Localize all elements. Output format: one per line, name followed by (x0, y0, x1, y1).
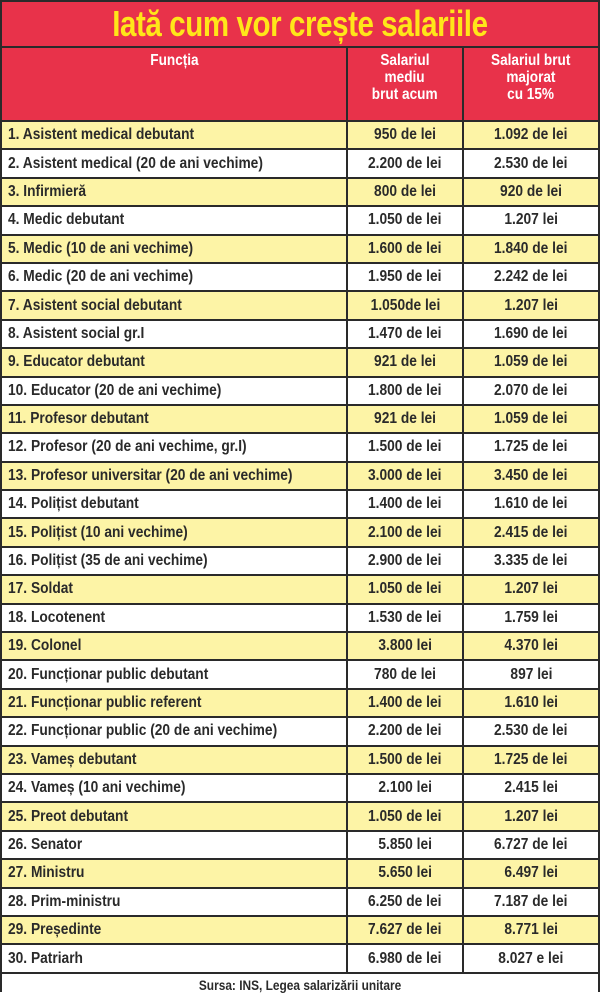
table-row (2, 377, 598, 405)
table-row (2, 916, 598, 944)
function-cell: 4. Medic debutant (2, 206, 347, 234)
function-cell: 18. Locotenent (2, 604, 347, 632)
function-cell: 24. Vameș (10 ani vechime) (2, 774, 347, 802)
current-salary-cell: 3.800 lei (347, 632, 463, 660)
current-salary-cell: 1.400 de lei (347, 490, 463, 518)
current-salary-cell: 5.650 lei (347, 859, 463, 887)
raised-salary-cell: 1.207 lei (463, 291, 598, 319)
function-cell: 1. Asistent medical debutant (2, 121, 347, 149)
function-cell: 29. Președinte (2, 916, 347, 944)
table-row (2, 944, 598, 972)
function-cell: 26. Senator (2, 831, 347, 859)
header-raised-salary: Salariul brut majorat cu 15% (463, 48, 598, 121)
table-row (2, 433, 598, 461)
table-row (2, 235, 598, 263)
table-row (2, 490, 598, 518)
function-cell: 2. Asistent medical (20 de ani vechime) (2, 149, 347, 177)
current-salary-cell: 2.200 de lei (347, 717, 463, 745)
table-row (2, 888, 598, 916)
current-salary-cell: 2.900 de lei (347, 547, 463, 575)
function-cell: 22. Funcționar public (20 de ani vechime) (2, 717, 347, 745)
raised-salary-cell: 1.207 lei (463, 575, 598, 603)
table-row (2, 518, 598, 546)
table-body (2, 121, 598, 973)
current-salary-cell: 1.050 de lei (347, 802, 463, 830)
current-salary-cell: 5.850 lei (347, 831, 463, 859)
raised-salary-cell: 1.725 de lei (463, 746, 598, 774)
current-salary-cell: 1.400 de lei (347, 689, 463, 717)
raised-salary-cell: 8.027 e lei (463, 944, 598, 972)
raised-salary-cell: 920 de lei (463, 178, 598, 206)
raised-salary-cell: 1.759 lei (463, 604, 598, 632)
function-cell: 10. Educator (20 de ani vechime) (2, 377, 347, 405)
raised-salary-cell: 7.187 de lei (463, 888, 598, 916)
table-row (2, 348, 598, 376)
page-title-text: Iată cum vor crește salariile (112, 3, 488, 44)
function-cell: 28. Prim-ministru (2, 888, 347, 916)
function-cell: 21. Funcționar public referent (2, 689, 347, 717)
current-salary-cell: 6.980 de lei (347, 944, 463, 972)
raised-salary-cell: 2.415 de lei (463, 518, 598, 546)
raised-salary-cell: 1.690 de lei (463, 320, 598, 348)
current-salary-cell: 1.050 de lei (347, 206, 463, 234)
table-row (2, 802, 598, 830)
current-salary-cell: 2.100 lei (347, 774, 463, 802)
current-salary-cell: 950 de lei (347, 121, 463, 149)
current-salary-cell: 800 de lei (347, 178, 463, 206)
table-row (2, 660, 598, 688)
raised-salary-cell: 2.070 de lei (463, 377, 598, 405)
function-cell: 25. Preot debutant (2, 802, 347, 830)
raised-salary-cell: 897 lei (463, 660, 598, 688)
page-title (2, 2, 598, 48)
raised-salary-cell: 1.092 de lei (463, 121, 598, 149)
source-note: Sursa: INS, Legea salarizării unitare (2, 974, 598, 996)
table-row (2, 689, 598, 717)
raised-salary-cell: 2.530 de lei (463, 149, 598, 177)
current-salary-cell: 1.050de lei (347, 291, 463, 319)
function-cell: 12. Profesor (20 de ani vechime, gr.I) (2, 433, 347, 461)
current-salary-cell: 1.500 de lei (347, 433, 463, 461)
current-salary-cell: 3.000 de lei (347, 462, 463, 490)
current-salary-cell: 1.600 de lei (347, 235, 463, 263)
function-cell: 16. Polițist (35 de ani vechime) (2, 547, 347, 575)
function-cell: 14. Polițist debutant (2, 490, 347, 518)
raised-salary-cell: 2.242 de lei (463, 263, 598, 291)
raised-salary-cell: 6.727 de lei (463, 831, 598, 859)
current-salary-cell: 1.470 de lei (347, 320, 463, 348)
function-cell: 8. Asistent social gr.I (2, 320, 347, 348)
current-salary-cell: 2.100 de lei (347, 518, 463, 546)
function-cell: 3. Infirmieră (2, 178, 347, 206)
function-cell: 7. Asistent social debutant (2, 291, 347, 319)
table-row (2, 149, 598, 177)
function-cell: 30. Patriarh (2, 944, 347, 972)
table-row (2, 121, 598, 149)
raised-salary-cell: 1.725 de lei (463, 433, 598, 461)
function-cell: 9. Educator debutant (2, 348, 347, 376)
table-row (2, 859, 598, 887)
current-salary-cell: 2.200 de lei (347, 149, 463, 177)
table-row (2, 405, 598, 433)
table-row (2, 746, 598, 774)
raised-salary-cell: 1.610 de lei (463, 490, 598, 518)
current-salary-cell: 921 de lei (347, 348, 463, 376)
table-row (2, 831, 598, 859)
function-cell: 27. Ministru (2, 859, 347, 887)
table-row (2, 462, 598, 490)
function-cell: 23. Vameș debutant (2, 746, 347, 774)
table-row (2, 291, 598, 319)
table-row (2, 575, 598, 603)
raised-salary-cell: 8.771 lei (463, 916, 598, 944)
current-salary-cell: 6.250 de lei (347, 888, 463, 916)
raised-salary-cell: 4.370 lei (463, 632, 598, 660)
table-row (2, 178, 598, 206)
function-cell: 11. Profesor debutant (2, 405, 347, 433)
table-row (2, 632, 598, 660)
table-row (2, 717, 598, 745)
function-cell: 13. Profesor universitar (20 de ani vechime) (2, 462, 347, 490)
raised-salary-cell: 1.207 lei (463, 802, 598, 830)
current-salary-cell: 7.627 de lei (347, 916, 463, 944)
function-cell: 19. Colonel (2, 632, 347, 660)
current-salary-cell: 1.530 de lei (347, 604, 463, 632)
current-salary-cell: 921 de lei (347, 405, 463, 433)
raised-salary-cell: 1.059 de lei (463, 405, 598, 433)
current-salary-cell: 1.950 de lei (347, 263, 463, 291)
current-salary-cell: 1.800 de lei (347, 377, 463, 405)
table-row (2, 320, 598, 348)
table-row (2, 547, 598, 575)
current-salary-cell: 1.500 de lei (347, 746, 463, 774)
function-cell: 5. Medic (10 de ani vechime) (2, 235, 347, 263)
raised-salary-cell: 1.059 de lei (463, 348, 598, 376)
raised-salary-cell: 6.497 lei (463, 859, 598, 887)
salary-table (2, 48, 598, 974)
header-function: Funcția (2, 48, 347, 121)
table-row (2, 774, 598, 802)
function-cell: 20. Funcționar public debutant (2, 660, 347, 688)
raised-salary-cell: 1.610 lei (463, 689, 598, 717)
raised-salary-cell: 1.840 de lei (463, 235, 598, 263)
table-row (2, 263, 598, 291)
raised-salary-cell: 1.207 lei (463, 206, 598, 234)
raised-salary-cell: 2.530 de lei (463, 717, 598, 745)
function-cell: 6. Medic (20 de ani vechime) (2, 263, 347, 291)
current-salary-cell: 780 de lei (347, 660, 463, 688)
raised-salary-cell: 3.450 de lei (463, 462, 598, 490)
raised-salary-cell: 3.335 de lei (463, 547, 598, 575)
function-cell: 17. Soldat (2, 575, 347, 603)
raised-salary-cell: 2.415 lei (463, 774, 598, 802)
function-cell: 15. Polițist (10 ani vechime) (2, 518, 347, 546)
table-row (2, 604, 598, 632)
table-header-row (2, 48, 598, 121)
header-current-salary: Salariul mediu brut acum (347, 48, 463, 121)
current-salary-cell: 1.050 de lei (347, 575, 463, 603)
table-row (2, 206, 598, 234)
